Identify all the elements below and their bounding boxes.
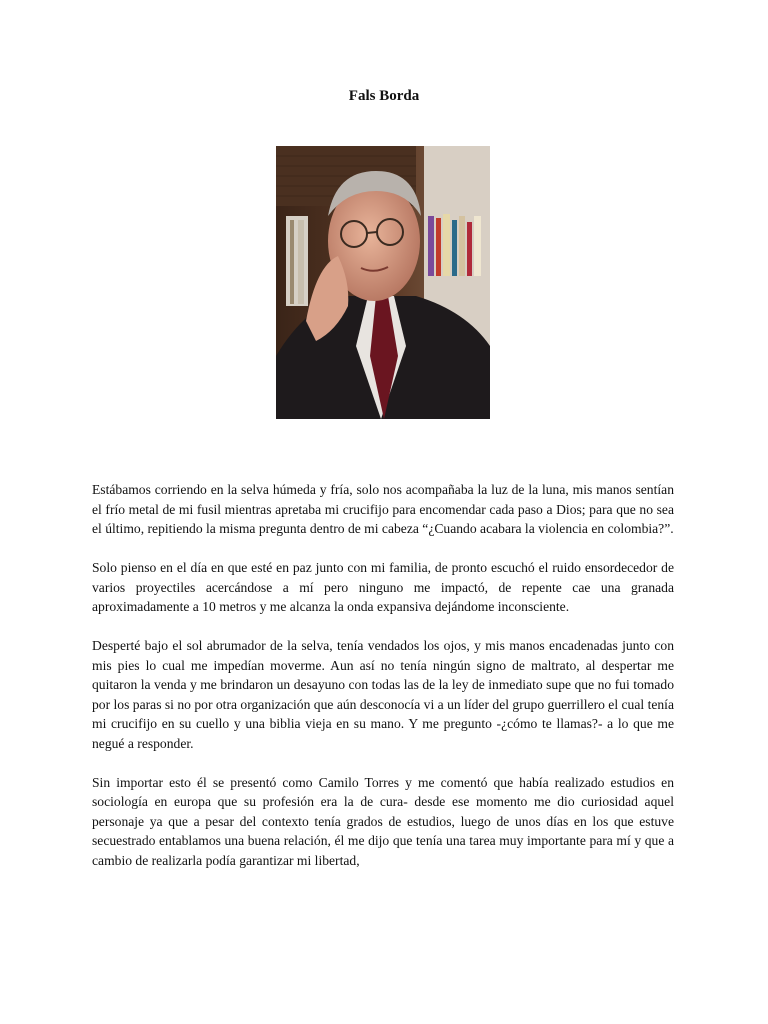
portrait-photo-icon (276, 146, 490, 419)
paragraph-4: Sin importar esto él se presentó como Camilo Torres y me comentó que había realizado estudios en sociología en europa que su profesión era la de cura- desde ese momento me dio curiosidad aquel personaje ya que a pesar del contexto tenía grados de estudios, luego de unos días en los que estuve secuestrado entablamos una buena relación, él me dijo que tenía una tarea muy importante para mí y que a cambio de realizarla podía garantizar mi libertad, (92, 774, 674, 868)
paragraph-3: Desperté bajo el sol abrumador de la selva, tenía vendados los ojos, y mis manos encadenadas junto con mis pies lo cual me impedían moverme. Aun así no tenía ningún signo de maltrato, al despertar me quitaron la venda y me brindaron un desayuno con todas las de la ley de inmediato supe que no fui tomado por los paras si no por otra organización que aún desconocía vi a un líder del grupo guerrillero el cual tenía mi crucifijo en su cuello y una biblia vieja en su mano. Y me pregunto -¿cómo te llamas?- a lo que me negué a responder. (92, 638, 674, 751)
portrait-photo (276, 146, 490, 419)
body-text (92, 480, 674, 890)
paragraph-1: Estábamos corriendo en la selva húmeda y fría, solo nos acompañaba la luz de la luna, mis manos sentían el frío metal de mi fusil mientras apretaba mi crucifijo para encomendar cada paso a Dios; para que no sea el último, repitiendo la misma pregunta dentro de mi cabeza “¿Cuando acabara la violencia en colombia?”. (92, 482, 674, 536)
page-title: Fals Borda (348, 88, 420, 104)
paragraph-2: Solo pienso en el día en que esté en paz junto con mi familia, de pronto escuchó el ruido ensordecedor de varios proyectiles acercándose a mí pero ninguno me impactó, de repente cae una granada aproximadamente a 10 metros y me alcanza la onda expansiva dejándome inconsciente. (92, 560, 674, 614)
